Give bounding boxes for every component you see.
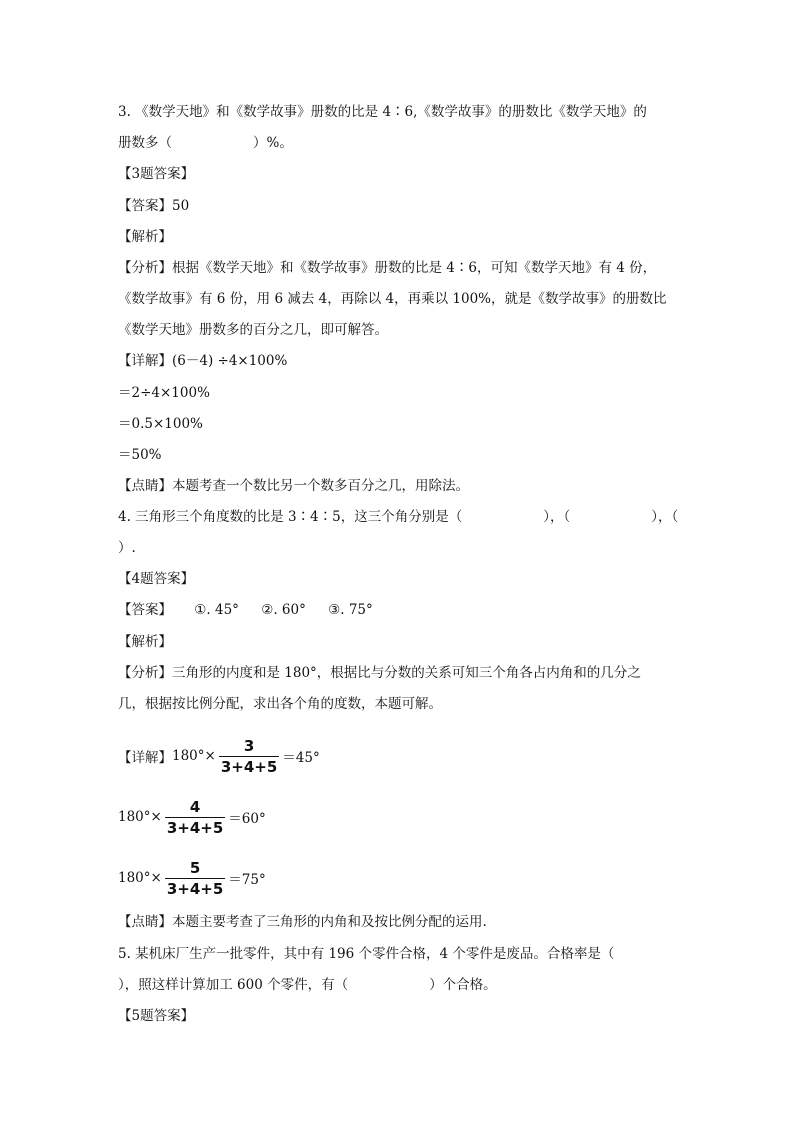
q3-analysis-header: 【解析】 — [118, 229, 172, 245]
q4-row-2-fraction — [165, 798, 225, 837]
fraction-bar — [219, 756, 279, 757]
q4-answer-header: 【4题答案】 — [118, 571, 195, 587]
q4-answer-2: ②. 60° — [261, 602, 306, 618]
q4-row-3-fraction — [165, 859, 225, 898]
q4-row-1-prefix: 180°× — [172, 748, 216, 764]
q5-text-line-2: ），照这样计算加工 600 个零件，有（ ）个合格。 — [118, 977, 497, 993]
q3-detail-line-3: ＝0.5×100% — [118, 416, 203, 432]
q4-detail-row-2 — [118, 792, 266, 842]
q4-row-3-result: ＝75° — [228, 872, 266, 888]
fraction-bar — [165, 878, 225, 879]
q3-text-line-2: 册数多（ ）%。 — [118, 135, 293, 151]
q3-analysis-line-1: 【分析】根据《数学天地》和《数学故事》册数的比是 4∶6，可知《数学天地》有 4 份， — [118, 260, 657, 276]
q4-answer-label: 【答案】 — [118, 602, 172, 618]
q4-detail-row-3 — [118, 853, 266, 903]
q4-analysis-header: 【解析】 — [118, 634, 172, 650]
q4-text-line-2: ）. — [118, 540, 136, 556]
fraction-bar — [165, 817, 225, 818]
q3-detail-line-1: 【详解】(6－4) ÷4×100% — [118, 353, 288, 369]
q3-comment: 【点睛】本题考查一个数比另一个数多百分之几，用除法。 — [118, 478, 469, 494]
fraction-denominator: 3+4+5 — [220, 757, 278, 776]
fraction-numerator: 5 — [189, 858, 201, 877]
fraction-numerator: 3 — [243, 736, 255, 755]
q4-row-2-result: ＝60° — [228, 811, 266, 827]
q3-answer-header: 【3题答案】 — [118, 166, 195, 182]
q4-detail-row-1 — [118, 731, 320, 781]
q4-comment: 【点睛】本题主要考查了三角形的内角和及按比例分配的运用. — [118, 914, 487, 930]
q3-detail-line-4: ＝50% — [118, 447, 162, 463]
q4-analysis-line-2: 几，根据按比例分配，求出各个角的度数，本题可解。 — [118, 696, 442, 712]
q3-text-line-1: 3. 《数学天地》和《数学故事》册数的比是 4∶6,《数学故事》的册数比《数学天地》的 — [118, 104, 647, 120]
q5-answer-header: 【5题答案】 — [118, 1008, 195, 1024]
q4-analysis-line-1: 【分析】三角形的内度和是 180°，根据比与分数的关系可知三个角各占内角和的几分之 — [118, 665, 641, 681]
q4-row-1-result: ＝45° — [282, 750, 320, 766]
q4-answer-3: ③. 75° — [328, 602, 373, 618]
fraction-numerator: 4 — [189, 797, 201, 816]
q4-row-2-prefix: 180°× — [118, 809, 162, 825]
q5-text-line-1: 5. 某机床厂生产一批零件，其中有 196 个零件合格，4 个零件是废品。合格率是（ — [118, 946, 615, 962]
q4-row-3-prefix: 180°× — [118, 870, 162, 886]
q4-detail-label: 【详解】 — [118, 750, 172, 766]
q4-answer — [118, 601, 373, 619]
q3-analysis-line-2: 《数学故事》有 6 份，用 6 减去 4，再除以 4，再乘以 100%，就是《数学故事》的册数比 — [118, 291, 667, 307]
q3-analysis-line-3: 《数学天地》册数多的百分之几，即可解答。 — [118, 322, 388, 338]
q4-row-1-fraction — [219, 737, 279, 776]
q3-answer: 【答案】50 — [118, 198, 190, 214]
q3-detail-line-2: ＝2÷4×100% — [118, 385, 210, 401]
fraction-denominator: 3+4+5 — [166, 818, 224, 837]
q4-answer-1: ①. 45° — [194, 602, 239, 618]
q4-text-line-1: 4. 三角形三个角度数的比是 3∶4∶5，这三个角分别是（ ），（ ），（ — [118, 509, 679, 525]
fraction-denominator: 3+4+5 — [166, 879, 224, 898]
